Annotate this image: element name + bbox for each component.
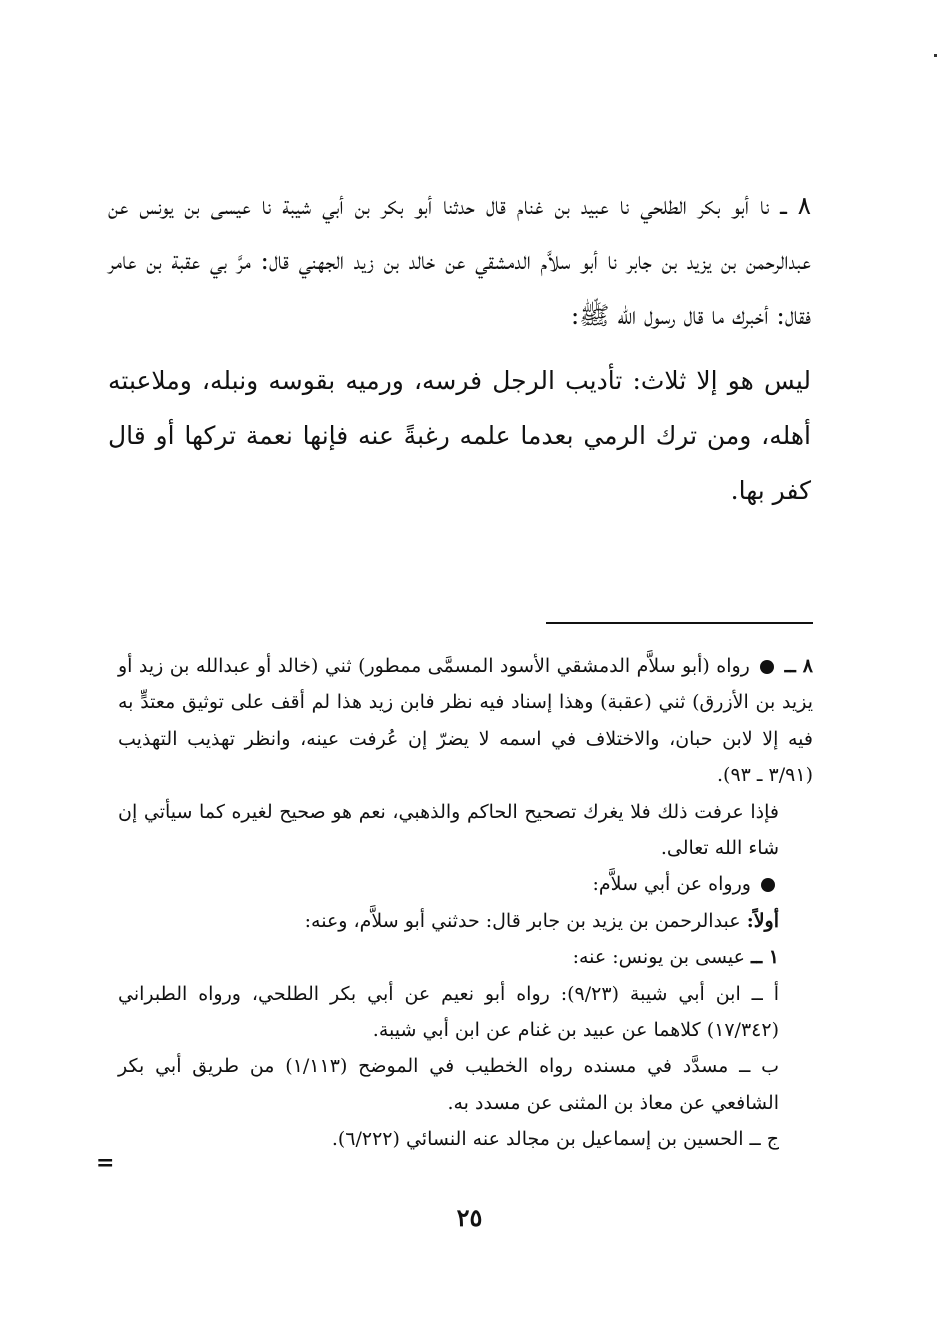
section-lead-first: أولاً: xyxy=(746,909,779,932)
item-lead-one: ١ ــ xyxy=(751,946,779,969)
footnote-paragraph-4 xyxy=(118,903,813,939)
footnote-paragraph-2: فإذا عرفت ذلك فلا يغرك تصحيح الحاكم والذهبي، نعم هو صحيح لغيره كما سيأتي إن شاء الله تعالى. xyxy=(118,800,779,860)
footnote-paragraph-1 xyxy=(118,648,813,794)
footnote-paragraph-3 xyxy=(118,866,813,902)
footnote-separator xyxy=(546,622,813,624)
page-number: ٢٥ xyxy=(456,1203,483,1232)
continuation-mark: = xyxy=(96,1150,115,1176)
footnote-text-1: رواه (أبو سلاَّم الدمشقي الأسود المسمَّى ممطور) ثني (خالد أو عبدالله بن زيد أو يزيد بن الأزرق) ثني (عقبة) وهذا إسناد فيه نظر فابن زيد هذا لم أقف على توثيق معتدٍّ به فيه إلا لابن حبان، والاختلاف في اسمه لا يضرّ إن عُرفت عينه، وانظر تهذيب التهذيب (٣/٩١ ـ ٩٣). xyxy=(118,655,813,787)
footnote-paragraph-8: ج ــ الحسين بن إسماعيل بن مجالد عنه النسائي (٦/٢٢٢). xyxy=(331,1128,779,1151)
footnote-paragraph-7: ب ــ مسدَّد في مسنده رواه الخطيب في الموضح (١/١١٣) من طريق أبي بكر الشافعي عن معاذ بن المثنى عن مسدد به. xyxy=(118,1055,779,1114)
hadith-isnad-paragraph: ٨ ــ نا أبو بكر الطلحي نا عبيد بن غنام قال حدثنا أبو بكر بن أبي شيبة نا عيسى بن يونس عن عبدالرحمن بن يزيد بن جابر نا أبو سلاَّم الدمشقي عن خالد بن زيد الجهني قال: مرَّ بي عقبة بن عامر فقال: أخبرك ما قال رسول الله ﷺ: xyxy=(108,191,811,330)
footnote-paragraph-6: أ ــ ابن أبي شيبة (٩/٢٣): رواه أبو نعيم عن أبي بكر الطلحي، ورواه الطبراني (١٧/٣٤٢) كلاهما عن عبيد بن غنام عن ابن أبي شيبة. xyxy=(118,982,779,1042)
main-text-block xyxy=(108,178,811,518)
footnotes-block xyxy=(118,648,813,1158)
bullet-icon xyxy=(761,878,775,892)
footnote-text-4: عبدالرحمن بن يزيد بن جابر قال: حدثني أبو سلاَّم، وعنه: xyxy=(304,909,741,932)
footnote-text-3: ورواه عن أبي سلاَّم: xyxy=(592,873,751,896)
bullet-icon xyxy=(760,660,774,674)
scan-speck xyxy=(934,54,937,57)
footnote-paragraph-5 xyxy=(118,939,813,975)
hadith-matn-paragraph: ليس هو إلا ثلاث: تأديب الرجل فرسه، ورميه بقوسه ونبله، وملاعبته أهله، ومن ترك الرمي بعدما علمه رغبةً عنه فإنها نعمة تركها أو قال كفر بها. xyxy=(108,366,811,505)
footnote-text-5: عيسى بن يونس: عنه: xyxy=(572,946,745,969)
footnote-number: ٨ ــ xyxy=(784,655,813,677)
